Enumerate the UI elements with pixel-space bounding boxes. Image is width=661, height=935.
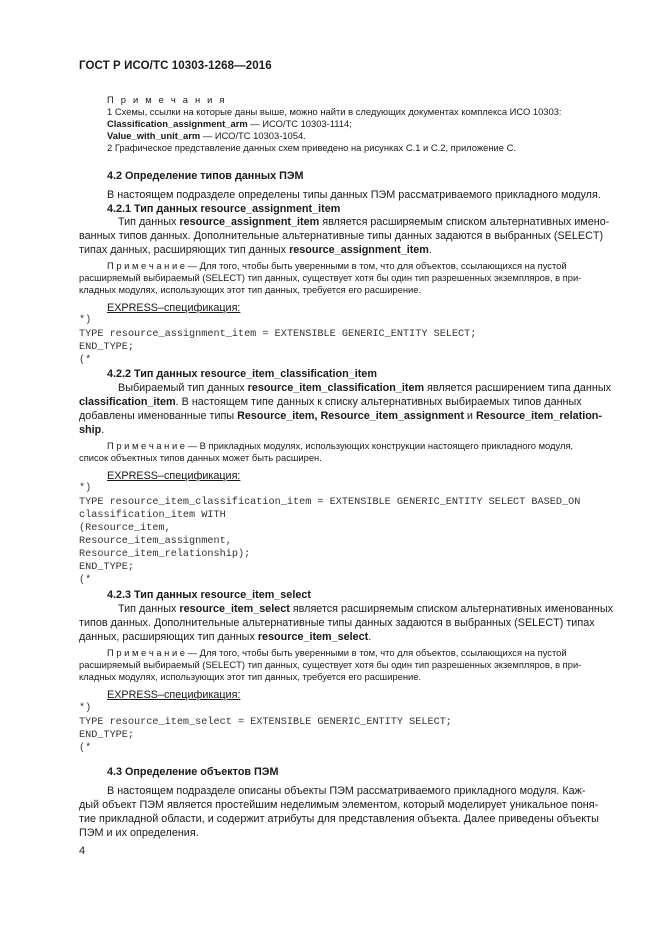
code-line: TYPE resource_item_select = EXTENSIBLE GENERIC_ENTITY SELECT; [79,717,452,728]
code-line: Resource_item_relationship); [79,549,251,560]
section-4-2-3-note-line-2: расширяемый выбираемый (SELECT) тип данных, существует хотя бы один тип разрешенных экземпляров, в при- [79,659,582,670]
section-4-2-2-express-label: EXPRESS–спецификация: [107,470,241,482]
code-line: TYPE resource_item_classification_item = EXTENSIBLE GENERIC_ENTITY SELECT BASED_ON [79,497,581,508]
code-line: (* [79,355,92,366]
note-2: 2 Графическое представление данных схем приведено на рисунках С.1 и С.2, приложение С. [107,142,516,153]
section-4-2-3-para-line-3: данных, расширяющих тип данных resource_item_select. [79,631,372,643]
section-4-2-3-para-line-2: типов данных. Дополнительные альтернативные типы данных задаются в выбранных (SELECT) типах [79,617,595,629]
code-line: (* [79,743,92,754]
code-line: Resource_item_assignment, [79,536,232,547]
section-4-2-2-note-line-2: список объектных типов данных может быть расширен. [79,452,322,463]
section-4-3-para-line-4: ПЭМ и их определения. [79,827,199,839]
code-line: END_TYPE; [79,342,135,353]
code-line: END_TYPE; [79,562,135,573]
section-4-2-1-para-line-3: типах данных, расширяющих тип данных resource_assignment_item. [79,244,432,256]
section-4-2-3-heading: 4.2.3 Тип данных resource_item_select [107,589,311,601]
section-4-2-heading: 4.2 Определение типов данных ПЭМ [107,170,304,182]
section-4-2-1-note-line-3: кладных модулях, использующих этот тип данных, требуется его расширение. [79,284,422,295]
note-1: 1 Схемы, ссылки на которые даны выше, можно найти в следующих документах комплекса ИСО 10303: [107,106,562,117]
section-4-2-2-para-line-2: classification_item. В настоящем типе данных к списку альтернативных выбираемых типов данных [79,396,582,408]
code-line: *) [79,703,92,714]
section-4-3-para-line-1: В настоящем подразделе описаны объекты ПЭМ рассматриваемого прикладного модуля. Каж- [107,785,586,797]
code-line: (Resource_item, [79,523,171,534]
section-4-3-heading: 4.3 Определение объектов ПЭМ [107,766,279,778]
section-4-3-para-line-2: дый объект ПЭМ является простейшим неделимым элементом, который моделирует уникальное поня- [79,799,599,811]
section-4-2-intro: В настоящем подразделе определены типы данных ПЭМ рассматриваемого прикладного модуля. [107,189,601,201]
section-4-2-1-note-line-2: расширяемый выбираемый (SELECT) тип данных, существует хотя бы один тип разрешенных экземпляров, в при- [79,272,582,283]
section-4-2-3-note-line-3: кладных модулях, использующих этот тип данных, требуется его расширение. [79,671,422,682]
section-4-2-1-express-label: EXPRESS–спецификация: [107,302,241,314]
code-line: (* [79,575,92,586]
section-4-2-3-note-line-1: П р и м е ч а н и е — Для того, чтобы быть уверенными в том, что для объектов, ссылающихся на пустой [107,647,567,658]
section-4-2-3-para-line-1: Тип данных resource_item_select является расширяемым списком альтернативных именованных [118,603,614,615]
code-line: classification_item WITH [79,510,226,521]
page-number: 4 [79,845,86,857]
section-4-2-2-note-line-1: П р и м е ч а н и е — В прикладных модулях, использующих конструкции настоящего прикладного модуля, [107,440,574,451]
code-line: END_TYPE; [79,730,135,741]
section-4-3-para-line-3: тие прикладной области, и содержит атрибуты для представления объекта. Далее приведены объекты [79,813,599,825]
section-4-2-1-note-line-1: П р и м е ч а н и е — Для того, чтобы быть уверенными в том, что для объектов, ссылающихся на пустой [107,260,567,271]
note-1-ref-b: Value_with_unit_arm — ИСО/ТС 10303-1054. [107,130,306,141]
section-4-2-1-para-line-1: Тип данных resource_assignment_item является расширяемым списком альтернативных имено- [118,216,610,228]
section-4-2-1-para-line-2: ванных типов данных. Дополнительные альтернативные типы данных задаются в выбранных (SELECT) [79,230,604,242]
section-4-2-2-para-line-4: ship. [79,424,105,436]
code-line: *) [79,315,92,326]
code-line: TYPE resource_assignment_item = EXTENSIBLE GENERIC_ENTITY SELECT; [79,329,477,340]
section-4-2-2-para-line-1: Выбираемый тип данных resource_item_classification_item является расширением типа данных [118,382,612,394]
section-4-2-2-para-line-3: добавлены именованные типы Resource_item, Resource_item_assignment и Resource_item_relation- [79,410,602,422]
section-4-2-1-heading: 4.2.1 Тип данных resource_assignment_item [107,203,341,215]
code-line: *) [79,483,92,494]
note-1-ref-a: Classification_assignment_arm — ИСО/ТС 10303-1114; [107,118,352,129]
section-4-2-3-express-label: EXPRESS–спецификация: [107,689,241,701]
section-4-2-2-heading: 4.2.2 Тип данных resource_item_classification_item [107,368,377,380]
document-header: ГОСТ Р ИСО/ТС 10303-1268—2016 [79,60,272,72]
notes-title: П р и м е ч а н и я [107,94,227,105]
